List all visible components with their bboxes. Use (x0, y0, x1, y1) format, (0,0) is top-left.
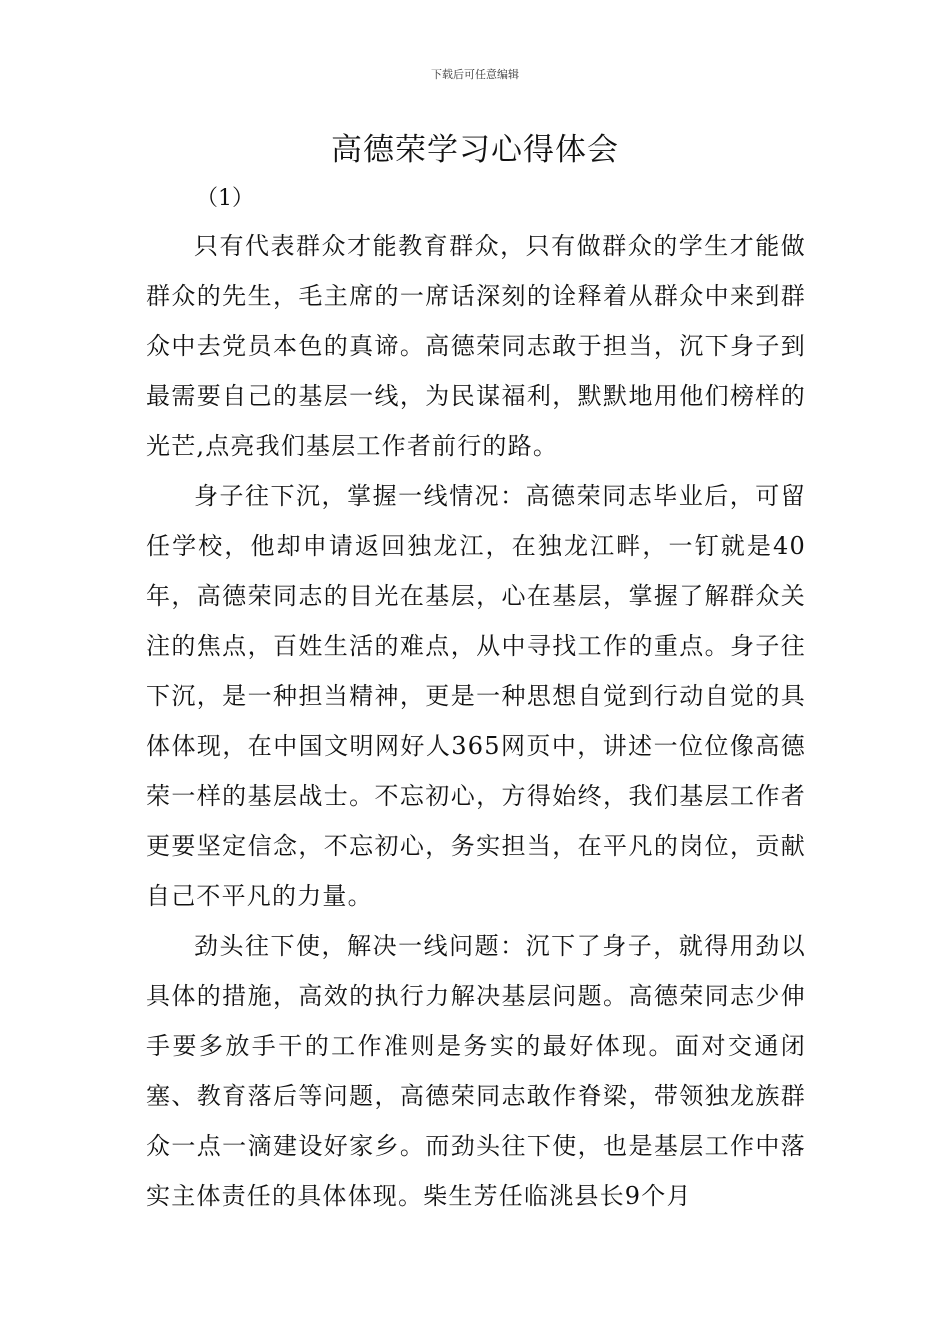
paragraph-2: 身子往下沉，掌握一线情况：高德荣同志毕业后，可留任学校，他却申请返回独龙江，在独龙江畔，一钉就是40年，高德荣同志的目光在基层，心在基层，掌握了解群众关注的焦点，百姓生活的难点，从中寻找工作的重点。身子往下沉，是一种担当精神，更是一种思想自觉到行动自觉的具体体现，在中国文明网好人365网页中，讲述一位位像高德荣一样的基层战士。不忘初心，方得始终，我们基层工作者更要坚定信念，不忘初心，务实担当，在平凡的岗位，贡献自己不平凡的力量。 (146, 482, 806, 910)
paragraph-1: 只有代表群众才能教育群众，只有做群众的学生才能做群众的先生，毛主席的一席话深刻的诠释着从群众中来到群众中去党员本色的真谛。高德荣同志敢于担当，沉下身子到最需要自己的基层一线，为民谋福利，默默地用他们榜样的光芒,点亮我们基层工作者前行的路。 (146, 232, 806, 460)
paragraph-3: 劲头往下使，解决一线问题：沉下了身子，就得用劲以具体的措施，高效的执行力解决基层问题。高德荣同志少伸手要多放手干的工作准则是务实的最好体现。面对交通闭塞、教育落后等问题，高德荣同志敢作脊梁，带领独龙族群众一点一滴建设好家乡。而劲头往下使，也是基层工作中落实主体责任的具体体现。柴生芳任临洮县长9个月 (146, 932, 806, 1210)
header-note: 下载后可任意编辑 (431, 68, 519, 81)
document-title: 高德荣学习心得体会 (331, 132, 619, 168)
document-body (146, 221, 806, 1221)
section-number: （1） (196, 186, 254, 211)
